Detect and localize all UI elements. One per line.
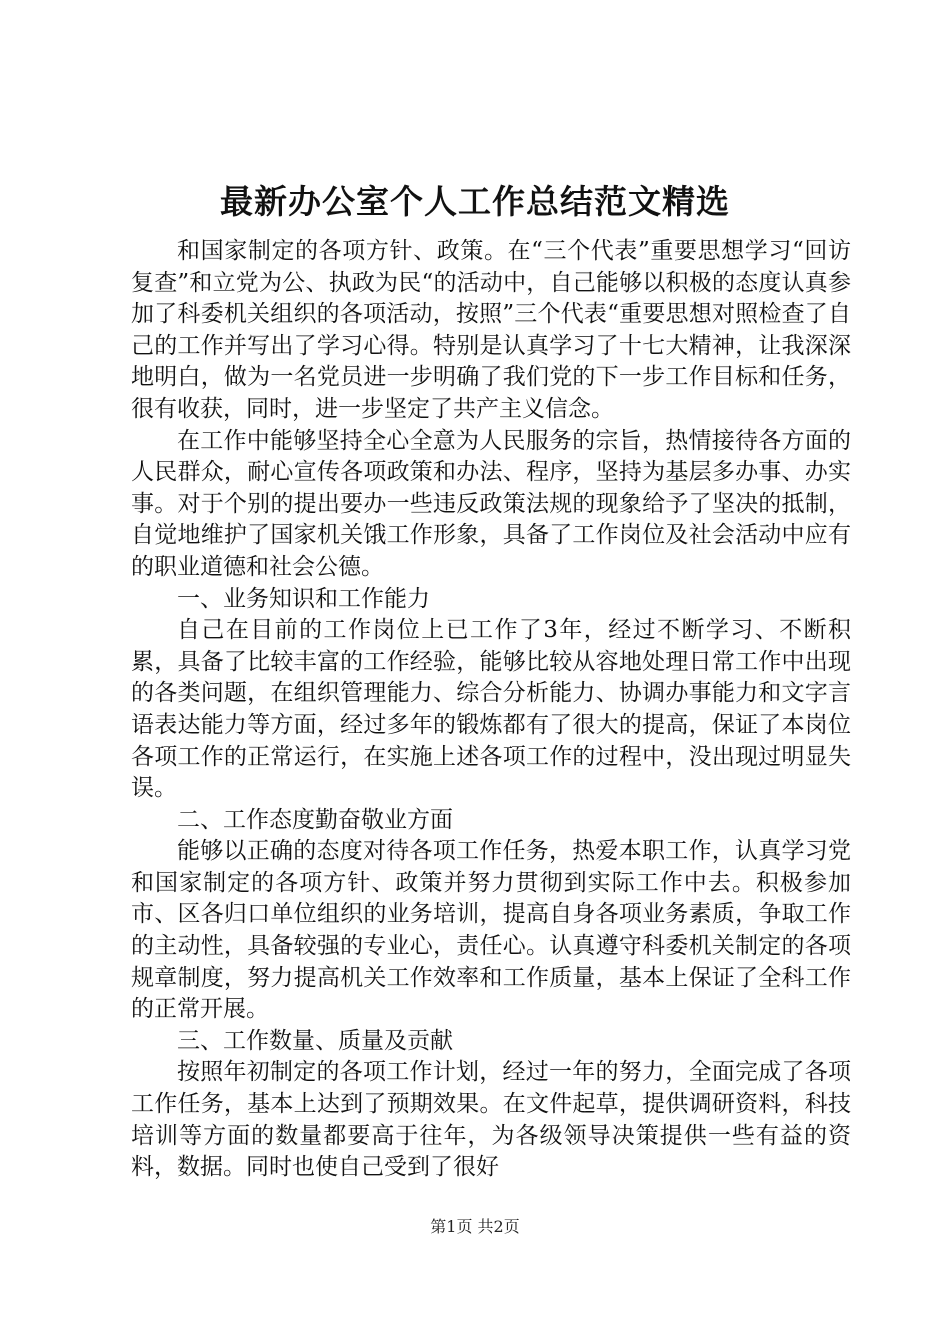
- paragraph: 和国家制定的各项方针、政策。在“三个代表”重要思想学习“回访复查”和立党为公、执政为民“的活动中，自己能够以积极的态度认真参加了科委机关组织的各项活动，按照”三个代表“重要思想对照检查了自己的工作并写出了学习心得。特别是认真学习了十七大精神，让我深深地明白，做为一名党员进一步明确了我们党的下一步工作目标和任务，很有收获，同时，进一步坚定了共产主义信念。: [131, 238, 851, 422]
- section-heading: 二、工作态度勤奋敬业方面: [177, 806, 453, 833]
- section-heading: 三、工作数量、质量及贡献: [177, 1027, 453, 1054]
- paragraph: 能够以正确的态度对待各项工作任务，热爱本职工作，认真学习党和国家制定的各项方针、政策并努力贯彻到实际工作中去。积极参加市、区各归口单位组织的业务培训，提高自身各项业务素质，争取工作的主动性，具备较强的专业心，责任心。认真遵守科委机关制定的各项规章制度，努力提高机关工作效率和工作质量，基本上保证了全科工作的正常开展。: [131, 838, 851, 1023]
- document-body: [131, 236, 851, 1184]
- document-title: 最新办公室个人工作总结范文精选: [220, 182, 730, 221]
- paragraph: 自己在目前的工作岗位上已工作了3年，经过不断学习、不断积累，具备了比较丰富的工作经验，能够比较从容地处理日常工作中出现的各类问题，在组织管理能力、综合分析能力、协调办事能力和文字言语表达能力等方面，经过多年的锻炼都有了很大的提高，保证了本岗位各项工作的正常运行，在实施上述各项工作的过程中，没出现过明显失误。: [131, 617, 851, 802]
- paragraph: 在工作中能够坚持全心全意为人民服务的宗旨，热情接待各方面的人民群众，耐心宣传各项政策和办法、程序，坚持为基层多办事、办实事。对于个别的提出要办一些违反政策法规的现象给予了坚决的抵制，自觉地维护了国家机关饿工作形象，具备了工作岗位及社会活动中应有的职业道德和社会公德。: [131, 427, 851, 580]
- paragraph: 按照年初制定的各项工作计划，经过一年的努力，全面完成了各项工作任务，基本上达到了预期效果。在文件起草，提供调研资料，科技培训等方面的数量都要高于往年，为各级领导决策提供一些有益的资料，数据。同时也使自己受到了很好: [131, 1059, 851, 1181]
- page-number-footer: 第1页 共2页: [430, 1217, 520, 1236]
- section-heading: 一、业务知识和工作能力: [177, 585, 430, 612]
